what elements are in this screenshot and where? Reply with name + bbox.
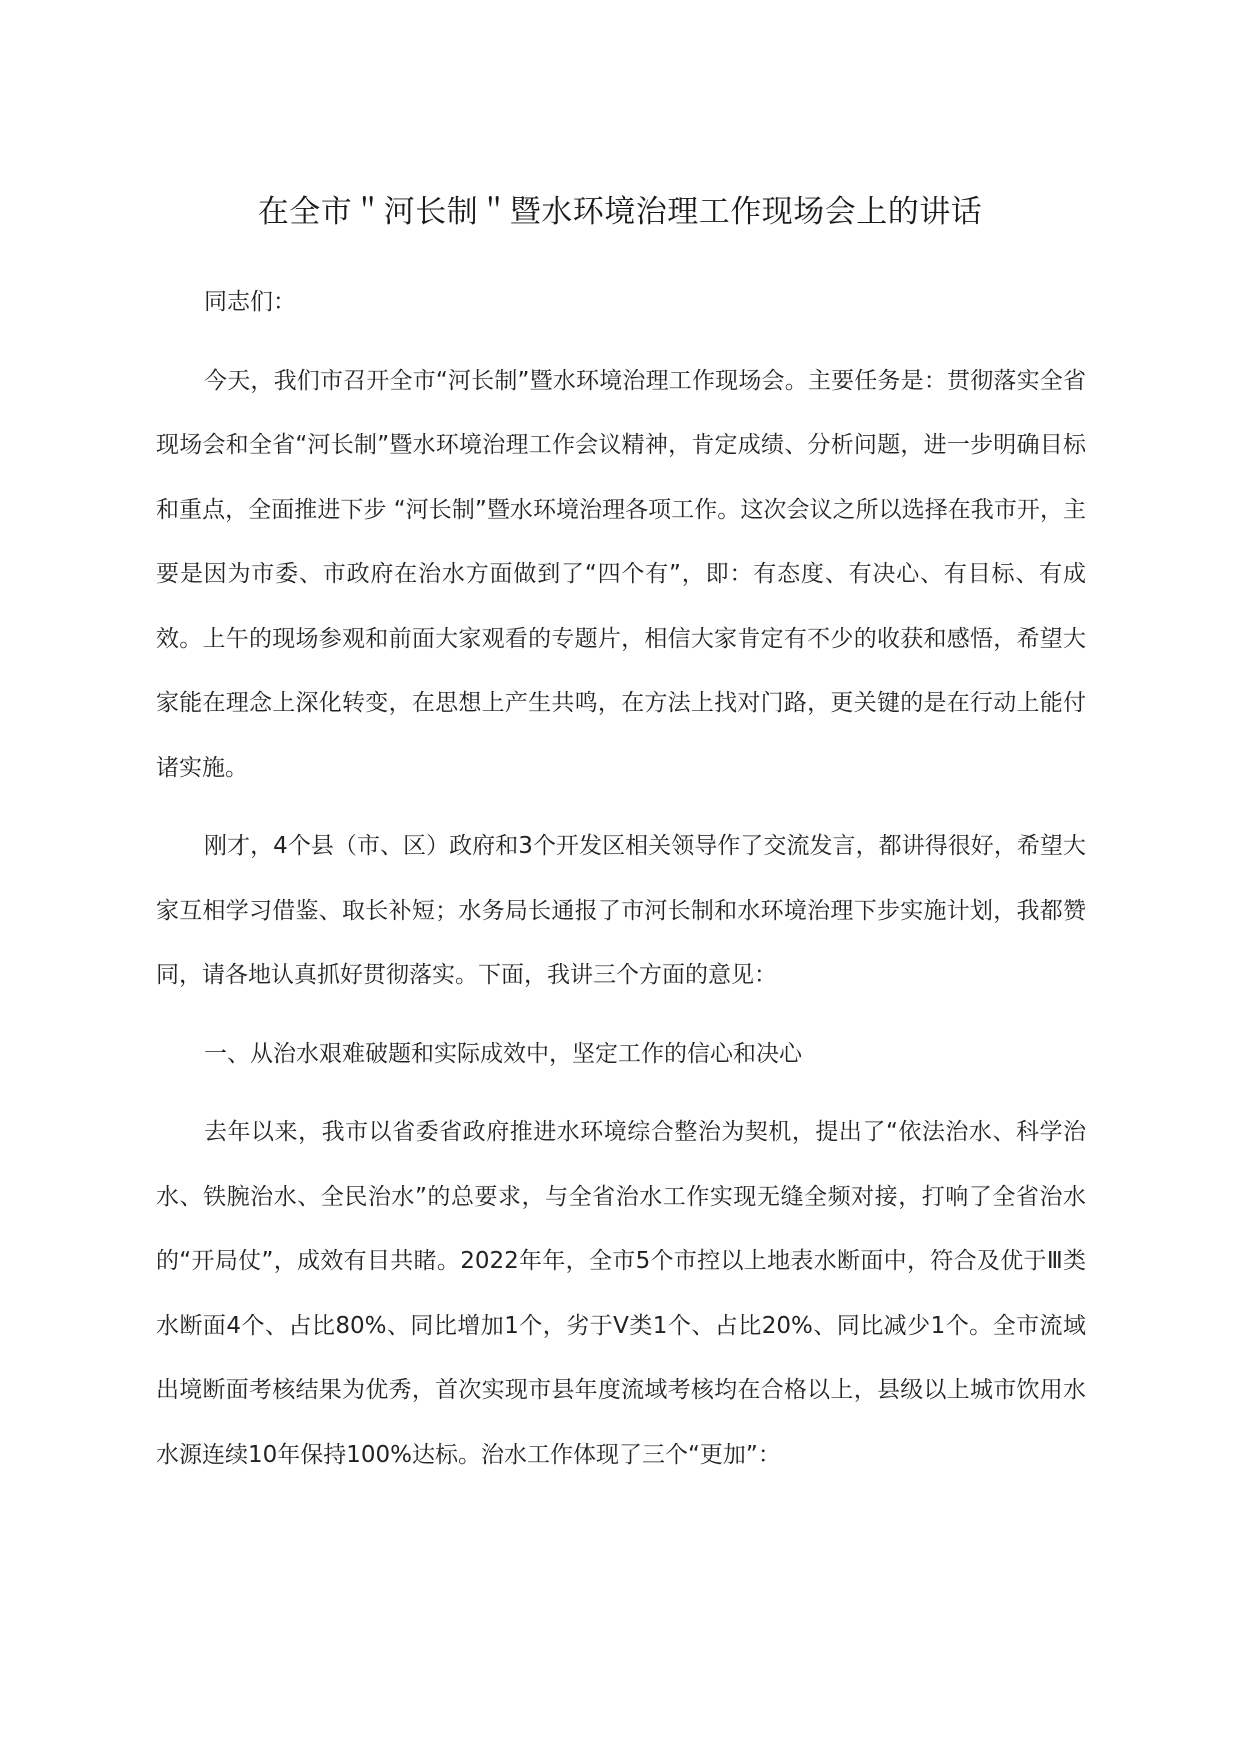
- salutation: 同志们：: [204, 289, 296, 315]
- paragraph-achievements: 去年以来，我市以省委省政府推进水环境综合整治为契机，提出了“依法治水、科学治水、铁腕治水、全民治水”的总要求，与全省治水工作实现无缝全频对接，打响了全省治水的“开局仗”，成效有目共睹。2022年年，全市5个市控以上地表水断面中，符合及优于Ⅲ类水断面4个、占比80%、同比增加1个，劣于Ⅴ类1个、占比20%、同比减少1个。全市流域出境断面考核结果为优秀，首次实现市县年度流域考核均在合格以上，县级以上城市饮用水水源连续10年保持100%达标。治水工作体现了三个“更加”：: [156, 1119, 1086, 1468]
- paragraph-exchange-remarks: 刚才，4个县（市、区）政府和3个开发区相关领导作了交流发言，都讲得很好，希望大家互相学习借鉴、取长补短；水务局长通报了市河长制和水环境治理下步实施计划，我都赞同，请各地认真抓好贯彻落实。下面，我讲三个方面的意见：: [156, 833, 1086, 988]
- document-title: 在全市＂河长制＂暨水环境治理工作现场会上的讲话: [257, 194, 983, 230]
- section-heading-1: 一、从治水艰难破题和实际成效中，坚定工作的信心和决心: [204, 1040, 802, 1067]
- document-body: [156, 270, 1086, 1487]
- paragraph-opening: 今天，我们市召开全市“河长制”暨水环境治理工作现场会。主要任务是：贯彻落实全省现场会和全省“河长制”暨水环境治理工作会议精神，肯定成绩、分析问题，进一步明确目标和重点，全面推进下步 “河长制”暨水环境治理各项工作。这次会议之所以选择在我市开，主要是因为市委、市政府在治水方面做到了“四个有”，即：有态度、有决心、有目标、有成效。上午的现场参观和前面大家观看的专题片，相信大家肯定有不少的收获和感悟，希望大家能在理念上深化转变，在思想上产生共鸣，在方法上找对门路，更关键的是在行动上能付诸实施。: [156, 367, 1086, 781]
